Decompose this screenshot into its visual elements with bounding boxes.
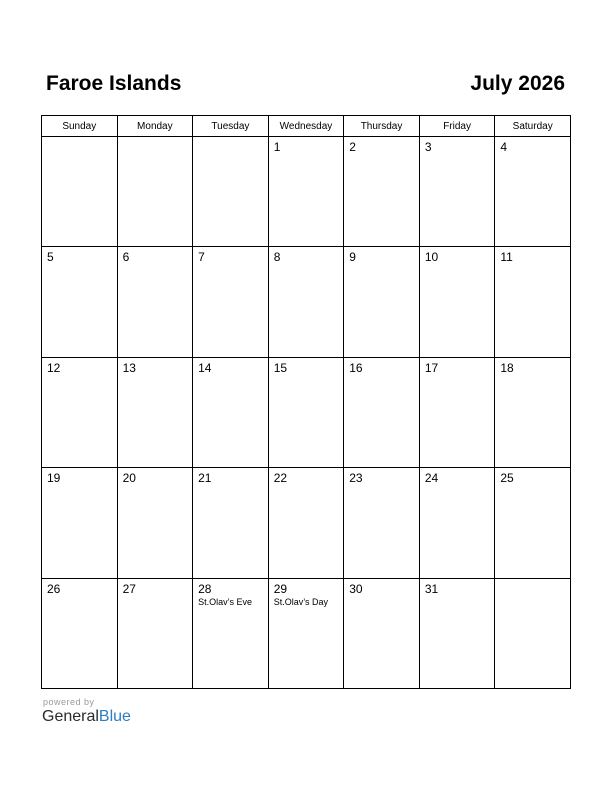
day-number: 9 (349, 250, 356, 265)
day-number: 28 (198, 581, 212, 596)
day-number: 22 (273, 471, 288, 486)
day-number: 31 (424, 581, 439, 596)
day-number (42, 137, 117, 140)
day-number: 25 (500, 471, 514, 486)
holiday-label: St.Olav’s Eve (198, 596, 252, 607)
day-cell (344, 137, 420, 247)
week-row-2 (42, 247, 571, 357)
day-number: 3 (424, 140, 432, 154)
day-number: 23 (349, 471, 363, 486)
month-year-title: July 2026 (470, 72, 565, 95)
day-cell (419, 247, 495, 357)
day-cell (193, 578, 269, 688)
day-number: 20 (122, 471, 136, 486)
week-row-5 (42, 578, 571, 688)
day-number: 24 (424, 471, 439, 486)
day-cell (344, 578, 420, 688)
brand-blue-text: Blue (98, 708, 131, 725)
day-number: 30 (349, 581, 363, 596)
day-cell (419, 357, 495, 467)
week-row-4 (42, 468, 571, 578)
powered-by-text: powered by (43, 697, 95, 707)
day-number (495, 579, 570, 582)
day-number: 4 (500, 140, 508, 154)
country-title: Faroe Islands (46, 72, 182, 95)
holiday-label: St.Olav’s Day (273, 596, 329, 607)
week-row-3 (42, 357, 571, 467)
day-cell (117, 357, 193, 467)
day-number: 26 (47, 581, 61, 596)
day-number: 13 (122, 360, 136, 375)
generalblue-logo[interactable] (42, 707, 131, 727)
day-number: 6 (122, 250, 130, 265)
day-number: 12 (47, 360, 61, 375)
day-number: 7 (198, 250, 205, 265)
day-number: 17 (424, 360, 439, 375)
day-cell (344, 468, 420, 578)
day-number: 15 (273, 360, 288, 375)
day-cell (268, 468, 344, 578)
day-number: 14 (198, 360, 212, 375)
day-cell (268, 357, 344, 467)
day-cell (193, 468, 269, 578)
brand-general-text: General (42, 708, 99, 725)
day-number: 11 (500, 250, 513, 265)
day-cell (495, 137, 571, 247)
weekday-thursday: Thursday (344, 116, 420, 137)
day-number: 8 (273, 250, 281, 265)
day-cell (344, 247, 420, 357)
day-cell (193, 357, 269, 467)
day-number: 29 (273, 581, 288, 596)
day-number: 16 (349, 360, 363, 375)
day-cell (42, 357, 118, 467)
weekday-friday: Friday (419, 116, 495, 137)
weekday-wednesday: Wednesday (268, 116, 344, 137)
day-cell (117, 468, 193, 578)
day-number: 5 (47, 250, 54, 265)
week-row-1 (42, 137, 571, 247)
day-cell (42, 247, 118, 357)
day-cell (419, 578, 495, 688)
day-cell (117, 247, 193, 357)
weekday-sunday: Sunday (42, 116, 118, 137)
day-cell (495, 247, 571, 357)
weekday-tuesday: Tuesday (193, 116, 269, 137)
day-cell (42, 578, 118, 688)
day-cell (344, 357, 420, 467)
weekday-monday: Monday (117, 116, 193, 137)
day-number: 27 (122, 581, 136, 596)
day-number: 10 (424, 250, 439, 265)
day-number: 18 (500, 360, 514, 375)
day-number (193, 137, 268, 140)
calendar-grid (41, 115, 571, 689)
day-cell (495, 578, 571, 688)
day-cell (419, 137, 495, 247)
weekday-saturday: Saturday (495, 116, 571, 137)
day-cell (117, 137, 193, 247)
day-cell (193, 247, 269, 357)
day-number (118, 137, 193, 140)
day-cell (117, 578, 193, 688)
day-number: 19 (47, 471, 61, 486)
day-cell (268, 137, 344, 247)
day-cell (419, 468, 495, 578)
day-cell (495, 468, 571, 578)
day-number: 2 (349, 140, 356, 154)
day-cell (42, 468, 118, 578)
day-number: 21 (198, 471, 212, 486)
day-cell (268, 578, 344, 688)
day-cell (193, 137, 269, 247)
day-cell (42, 137, 118, 247)
day-number: 1 (273, 140, 281, 154)
day-cell (495, 357, 571, 467)
day-cell (268, 247, 344, 357)
weekday-header-row (42, 116, 571, 137)
